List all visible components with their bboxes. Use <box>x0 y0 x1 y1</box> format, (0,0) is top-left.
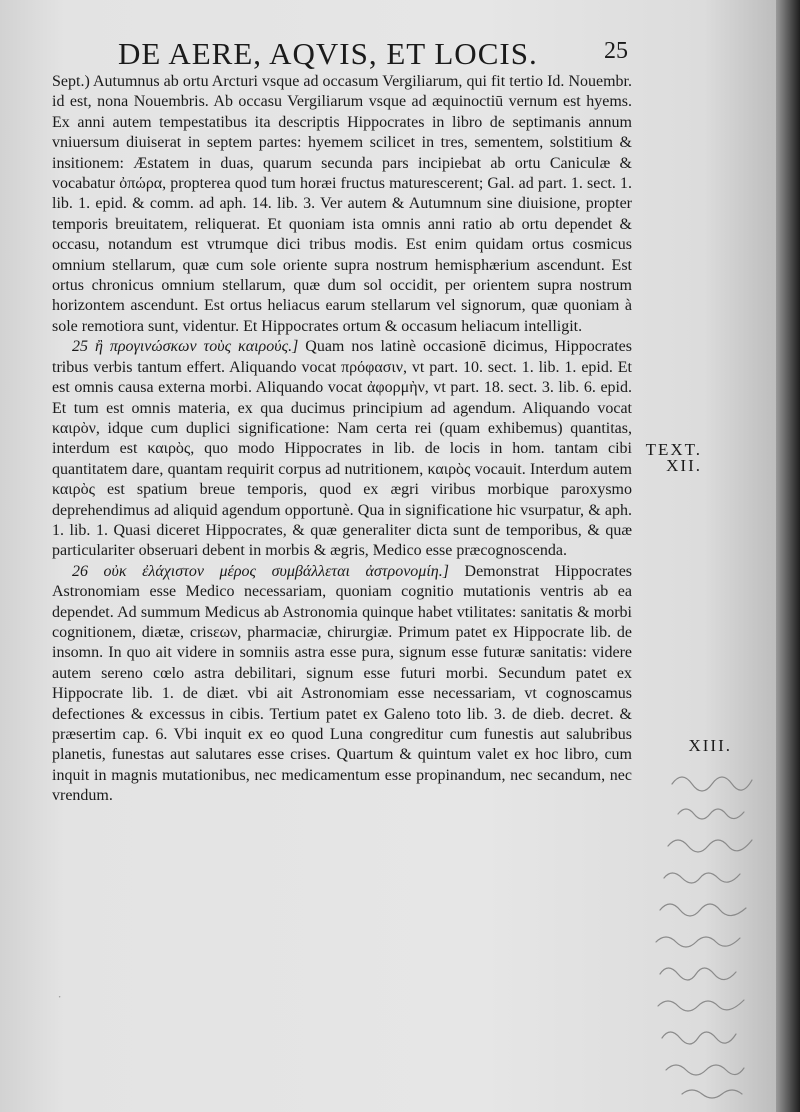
running-title: DE AERE, AQVIS, ET LOCIS. <box>118 36 538 71</box>
handwritten-marginalia <box>642 764 782 1104</box>
lemma-26: 26 οὐκ ἐλάχιστον μέρος συμβάλλεται ἀστρονομίη.] <box>72 562 449 580</box>
paragraph-1 <box>52 72 632 337</box>
paragraph-2-text: Quam nos latinè occasionē dicimus, Hippocrates tribus verbis tantum effert. Aliquando vocat πρόφασιν, vt part. 10. sect. 1. lib. 1. epid. Et est omnis causa externa morbi. Aliquando vocat ἀφορμὴν, vt part. 18. sect. 3. lib. 6. epid. Et tum est omnis materia, ex qua ducimus principium ad agendum. Aliquando vocat καιρὸν, idque cum duplici significatione: Nam certa rei (quam exhibemus) quantitas, interdum est καιρὸς, quo modo Hippocrates in lib. de locis in hom. tantam cibi quantitatem dare, quantam requirit corpus ad nutritionem, καιρὸς vocauit. Interdum autem καιρὸς est spatium breue temporis, quod ex ægri viribus morbique paroxysmo deprehendimus ad aliquid agendum opportunè. Qua in significatione hic vsurpatur, & aph. 1. lib. 1. Quasi diceret Hippocrates, & quæ generaliter dicta sunt de temporibus, & quæ particulariter obseruari debent in morbis & ægris, Medico esse præcognoscenda. <box>52 338 632 560</box>
margin-label-xiii: XIII. <box>688 736 732 755</box>
paragraph-3 <box>52 562 632 807</box>
paragraph-1-text: Sept.) Autumnus ab ortu Arcturi vsque ad occasum Vergiliarum, qui fit tertio Id. Nouembr. id est, nona Nouembris. Ab occasu Vergiliarum vsque ad æquinoctiū vernum est hyems. Ex anni autem tempestatibus ita descriptis Hippocrates in libro de septimanis annum vniuersum diuiserat in septem partes: hyemem scilicet in tres, sementem, solstitium & insitionem: Æstatem in duas, quarum secunda pars incipiebat ab ortu Caniculæ & vocabatur ὀπώρα, propterea quod tum horæi fructus maturescerent; Gal. ad part. 1. sect. 1. lib. 1. epid. & comm. ad aph. 14. lib. 3. Ver autem & Autumnum sine diuisione, propter temporis breuitatem, reliquerat. Et quoniam ista omnis anni ratio ab ortu dependet & occasu, notandum est vtrumque dici tribus modis. Est enim quidam ortus cosmicus omnium stellarum, quæ cum sole oriente supra nostrum hemisphærium ascendunt. Est ortus chronicus omnium stellarum, quæ dum sol occidit, per orientem supra nostrum horizontem ascendunt. Est ortus heliacus earum stellarum vel signorum, quæ quoniam à sole remotiora sunt, videntur. Et Hippocrates ortum & occasum heliacum intelligit. <box>52 73 632 335</box>
page-number: 25 <box>604 38 628 64</box>
show-through-mark: . <box>58 993 62 1008</box>
margin-label-text: TEXT. <box>645 440 702 459</box>
paragraph-2 <box>52 337 632 561</box>
main-text-block <box>52 72 632 807</box>
lemma-25: 25 ἢ προγινώσκων τοὺς καιρούς.] <box>72 338 299 356</box>
paragraph-3-text: Demonstrat Hippocrates Astronomiam esse Medico necessariam, quoniam cognitio mutationis ventris ab ea dependet. Ad summum Medicus ab Astronomia quinque habet vtilitates: sanitatis & morbi cognitionem, diætæ, crisεων, pharmaciæ, chirurgiæ. Primum patet ex Hippocrate lib. de insomn. In quo ait videre in somniis astra esse pura, signum esse futuræ sanitatis: videre autem sereno cœlo astra debilitari, signum esse futuri morbi. Secundum patet ex Hippocrate lib. 1. de diæt. vbi ait Astronomiam esse necessariam, vt cognoscamus defectiones & excessus in cibis. Tertium patet ex Galeno toto lib. 3. de dieb. decret. & præsertim cap. 6. Vbi inquit ex eo quod Luna congreditur cum funestis aut salubribus planetis, funestas aut salutares esse crises. Quartum & quintum valet ex hoc libro, cum inquit in magnis mutationibus, nec medicamentum esse propinandum, nec secandum, nec vrendum. <box>52 562 633 805</box>
margin-label-xii: XII. <box>666 456 702 475</box>
